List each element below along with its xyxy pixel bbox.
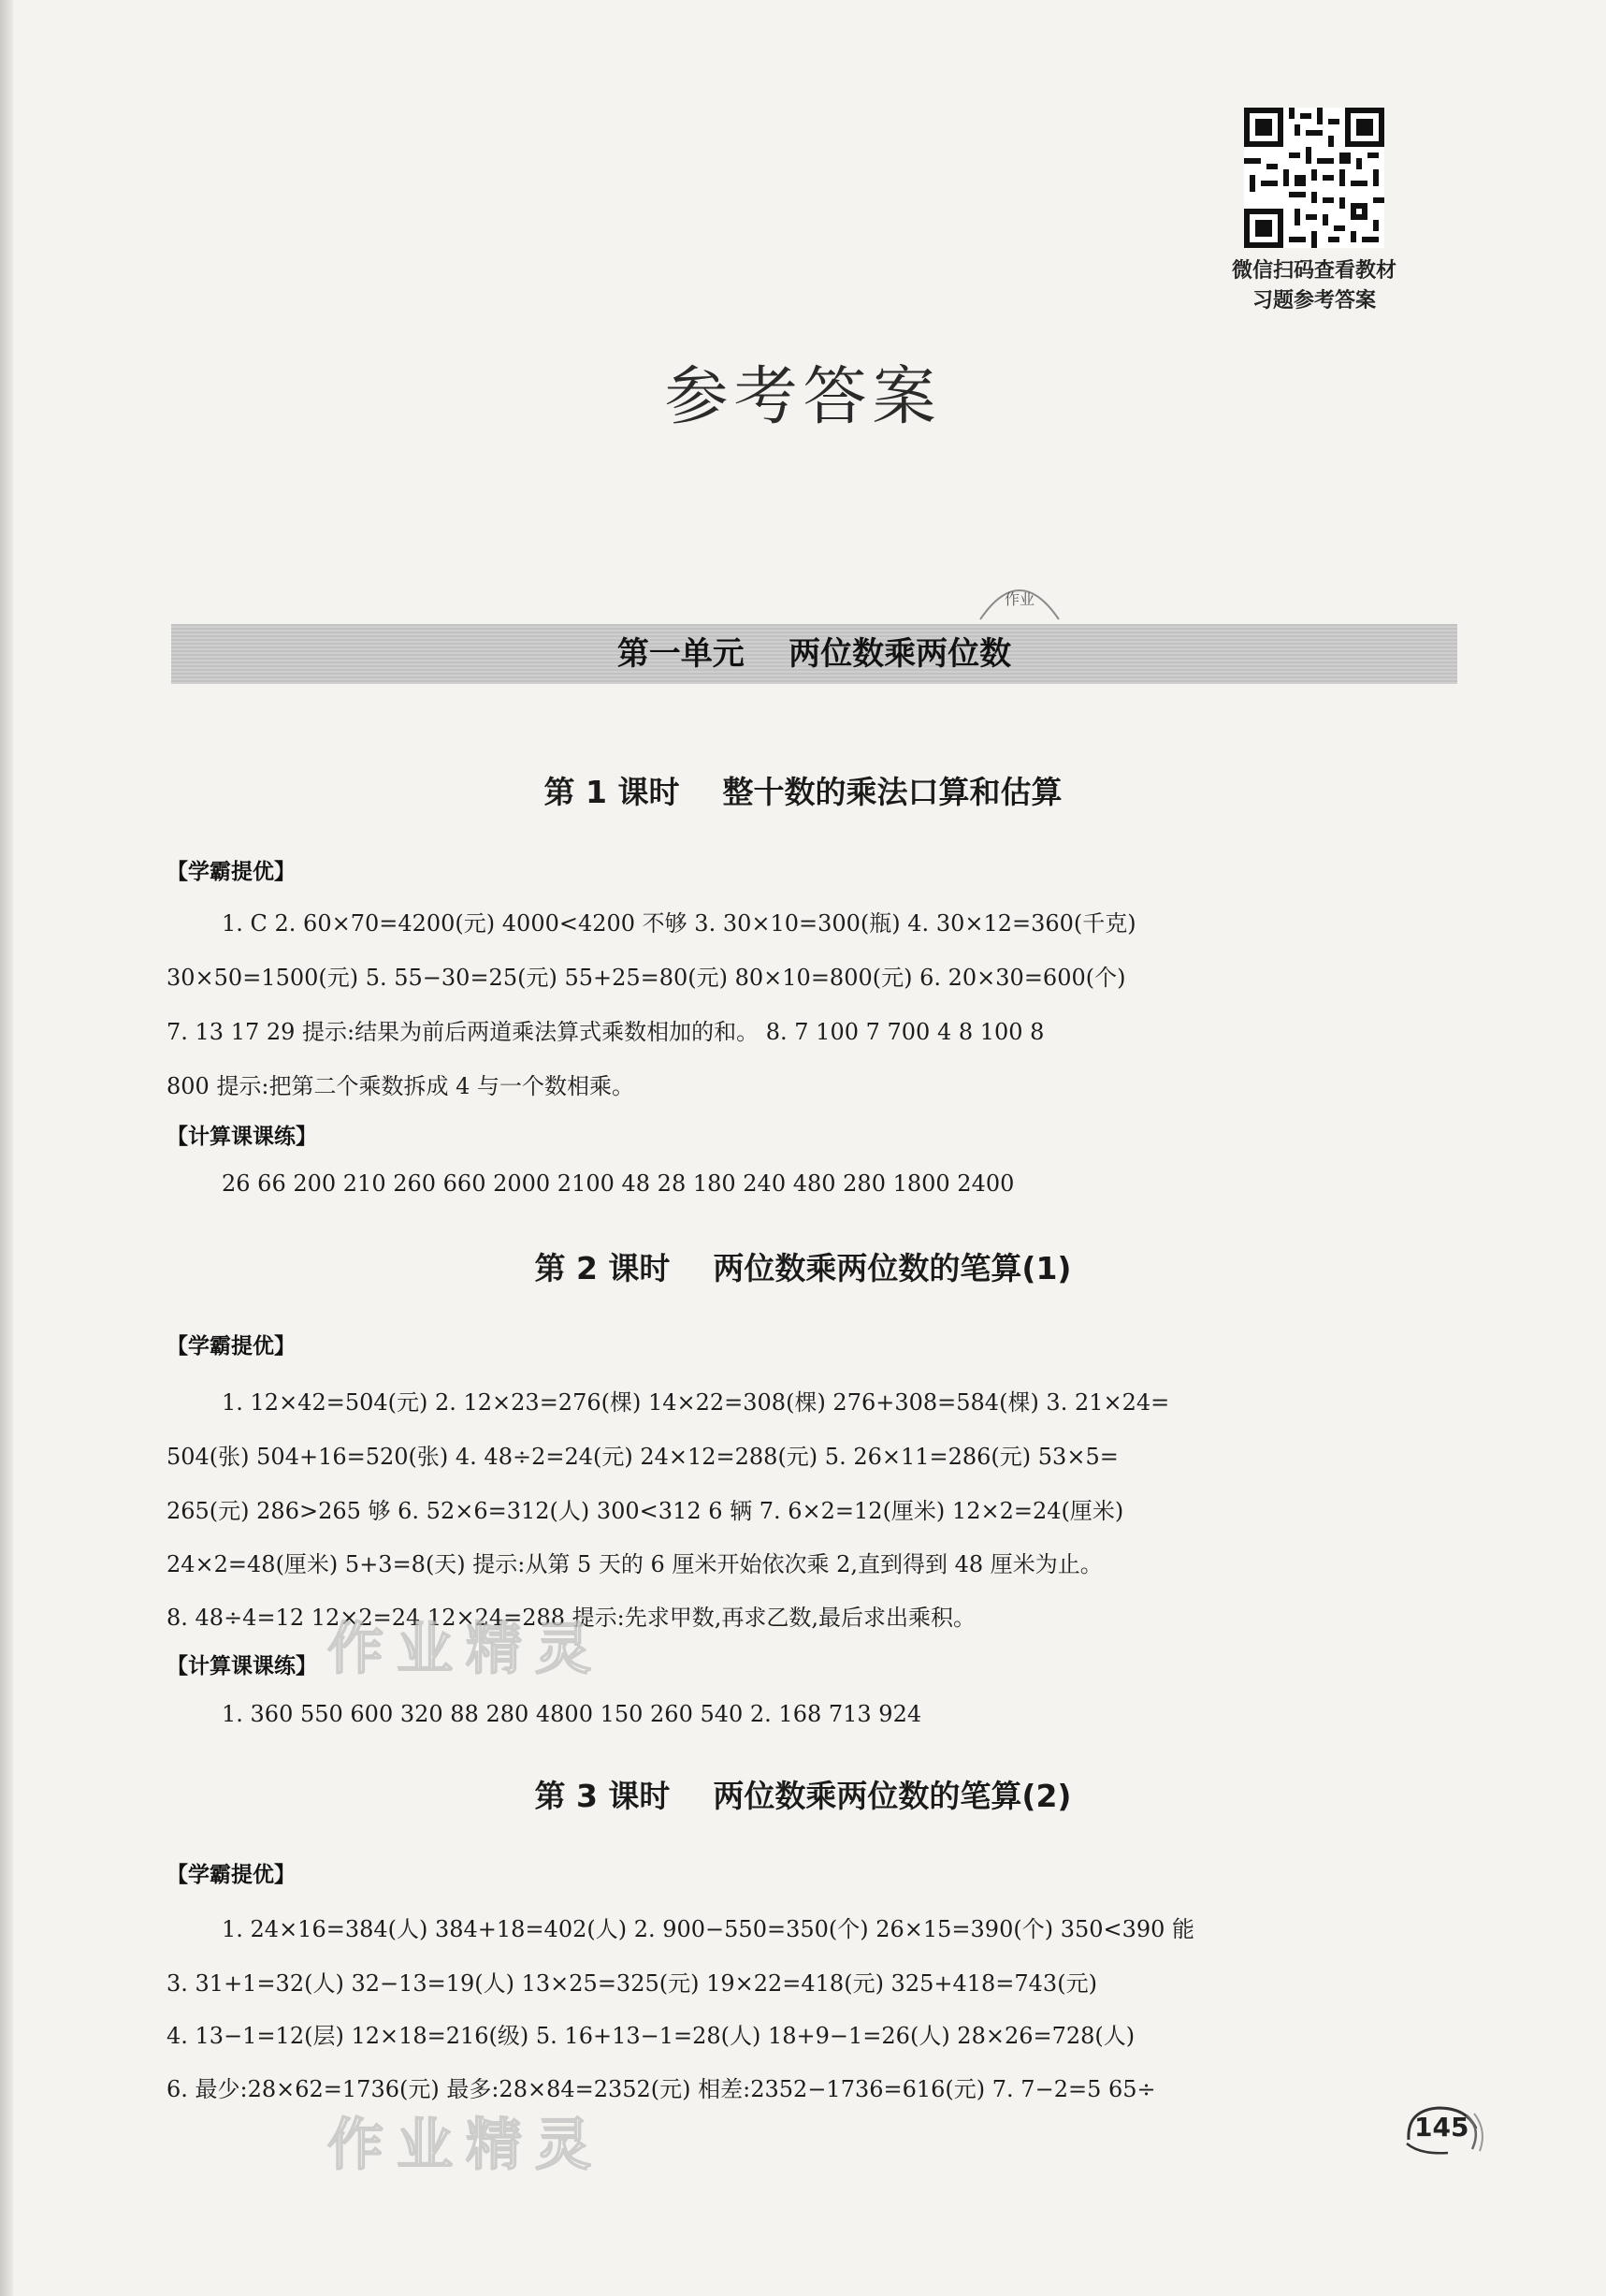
lesson-2-answer-line: 24×2=48(厘米) 5+3=8(天) 提示:从第 5 天的 6 厘米开始依次乘 2,直到得到 48 厘米为止。 (166, 1551, 1103, 1577)
lesson-2-tag-practice: 【计算课课练】 (166, 1654, 317, 1678)
lesson-3-answer-line: 6. 最少:28×62=1736(元) 最多:28×84=2352(元) 相差:2352−1736=616(元) 7. 7−2=5 65÷ (166, 2076, 1156, 2102)
lesson-1-tag-tips: 【学霸提优】 (166, 860, 296, 884)
lesson-3-title: 第 3 课时 两位数乘两位数的笔算(2) (534, 1778, 1072, 1814)
lesson-3-answer-line: 1. 24×16=384(人) 384+18=402(人) 2. 900−550=350(个) 26×15=390(个) 350<390 能 (222, 1916, 1195, 1942)
lesson-3-answer-line: 4. 13−1=12(层) 12×18=216(级) 5. 16+13−1=28(人) 18+9−1=26(人) 28×26=728(人) (166, 2023, 1136, 2049)
lesson-1-answer-line: 1. C 2. 60×70=4200(元) 4000<4200 不够 3. 30×10=300(瓶) 4. 30×12=360(千克) (222, 910, 1136, 937)
watermark: 作业精灵 (327, 2113, 604, 2178)
qr-code-icon (1244, 108, 1384, 248)
lesson-1-answer-line: 800 提示:把第二个乘数拆成 4 与一个数相乘。 (166, 1073, 635, 1099)
lesson-3-tag-tips: 【学霸提优】 (166, 1863, 296, 1887)
stamp-text: 作业 (1004, 590, 1035, 608)
page-number-text: 145 (1414, 2112, 1469, 2143)
lesson-2-tag-tips: 【学霸提优】 (166, 1334, 296, 1359)
lesson-2-practice-line: 1. 360 550 600 320 88 280 4800 150 260 540 2. 168 713 924 (222, 1701, 922, 1727)
lesson-2-answer-line: 1. 12×42=504(元) 2. 12×23=276(棵) 14×22=308(棵) 276+308=584(棵) 3. 21×24= (222, 1389, 1170, 1416)
lesson-1-tag-practice: 【计算课课练】 (166, 1125, 317, 1149)
watermark: 作业精灵 (327, 1617, 604, 1682)
qr-code[interactable] (1244, 108, 1384, 248)
lesson-1-practice-line: 26 66 200 210 260 660 2000 2100 48 28 180 240 480 280 1800 2400 (222, 1170, 1015, 1197)
page-edge-shadow (0, 0, 13, 2296)
lesson-1-answer-line: 30×50=1500(元) 5. 55−30=25(元) 55+25=80(元) 80×10=800(元) 6. 20×30=600(个) (166, 965, 1126, 991)
page-title: 参考答案 (664, 360, 942, 434)
unit-banner-title: 第一单元 两位数乘两位数 (616, 635, 1012, 673)
lesson-3-answer-line: 3. 31+1=32(人) 32−13=19(人) 13×25=325(元) 19×22=418(元) 325+418=743(元) (166, 1970, 1097, 1997)
qr-caption-line2: 习题参考答案 (1252, 289, 1376, 312)
unit-banner (171, 624, 1457, 684)
lesson-2-answer-line: 8. 48÷4=12 12×2=24 12×24=288 提示:先求甲数,再求乙数,最后求出乘积。 (166, 1605, 976, 1631)
homework-stamp (973, 571, 1066, 636)
lesson-1-answer-line: 7. 13 17 29 提示:结果为前后两道乘法算式乘数相加的和。 8. 7 100 7 700 4 8 100 8 (166, 1019, 1045, 1045)
lesson-2-answer-line: 504(张) 504+16=520(张) 4. 48÷2=24(元) 24×12=288(元) 5. 26×11=286(元) 53×5= (166, 1444, 1119, 1470)
lesson-2-title: 第 2 课时 两位数乘两位数的笔算(1) (534, 1250, 1072, 1286)
page-number (1401, 2102, 1485, 2158)
qr-caption-line1: 微信扫码查看教材 (1231, 259, 1396, 283)
lesson-1-title: 第 1 课时 整十数的乘法口算和估算 (543, 774, 1063, 810)
lesson-2-answer-line: 265(元) 286>265 够 6. 52×6=312(人) 300<312 6 辆 7. 6×2=12(厘米) 12×2=24(厘米) (166, 1498, 1124, 1524)
qr-caption (1188, 256, 1440, 316)
